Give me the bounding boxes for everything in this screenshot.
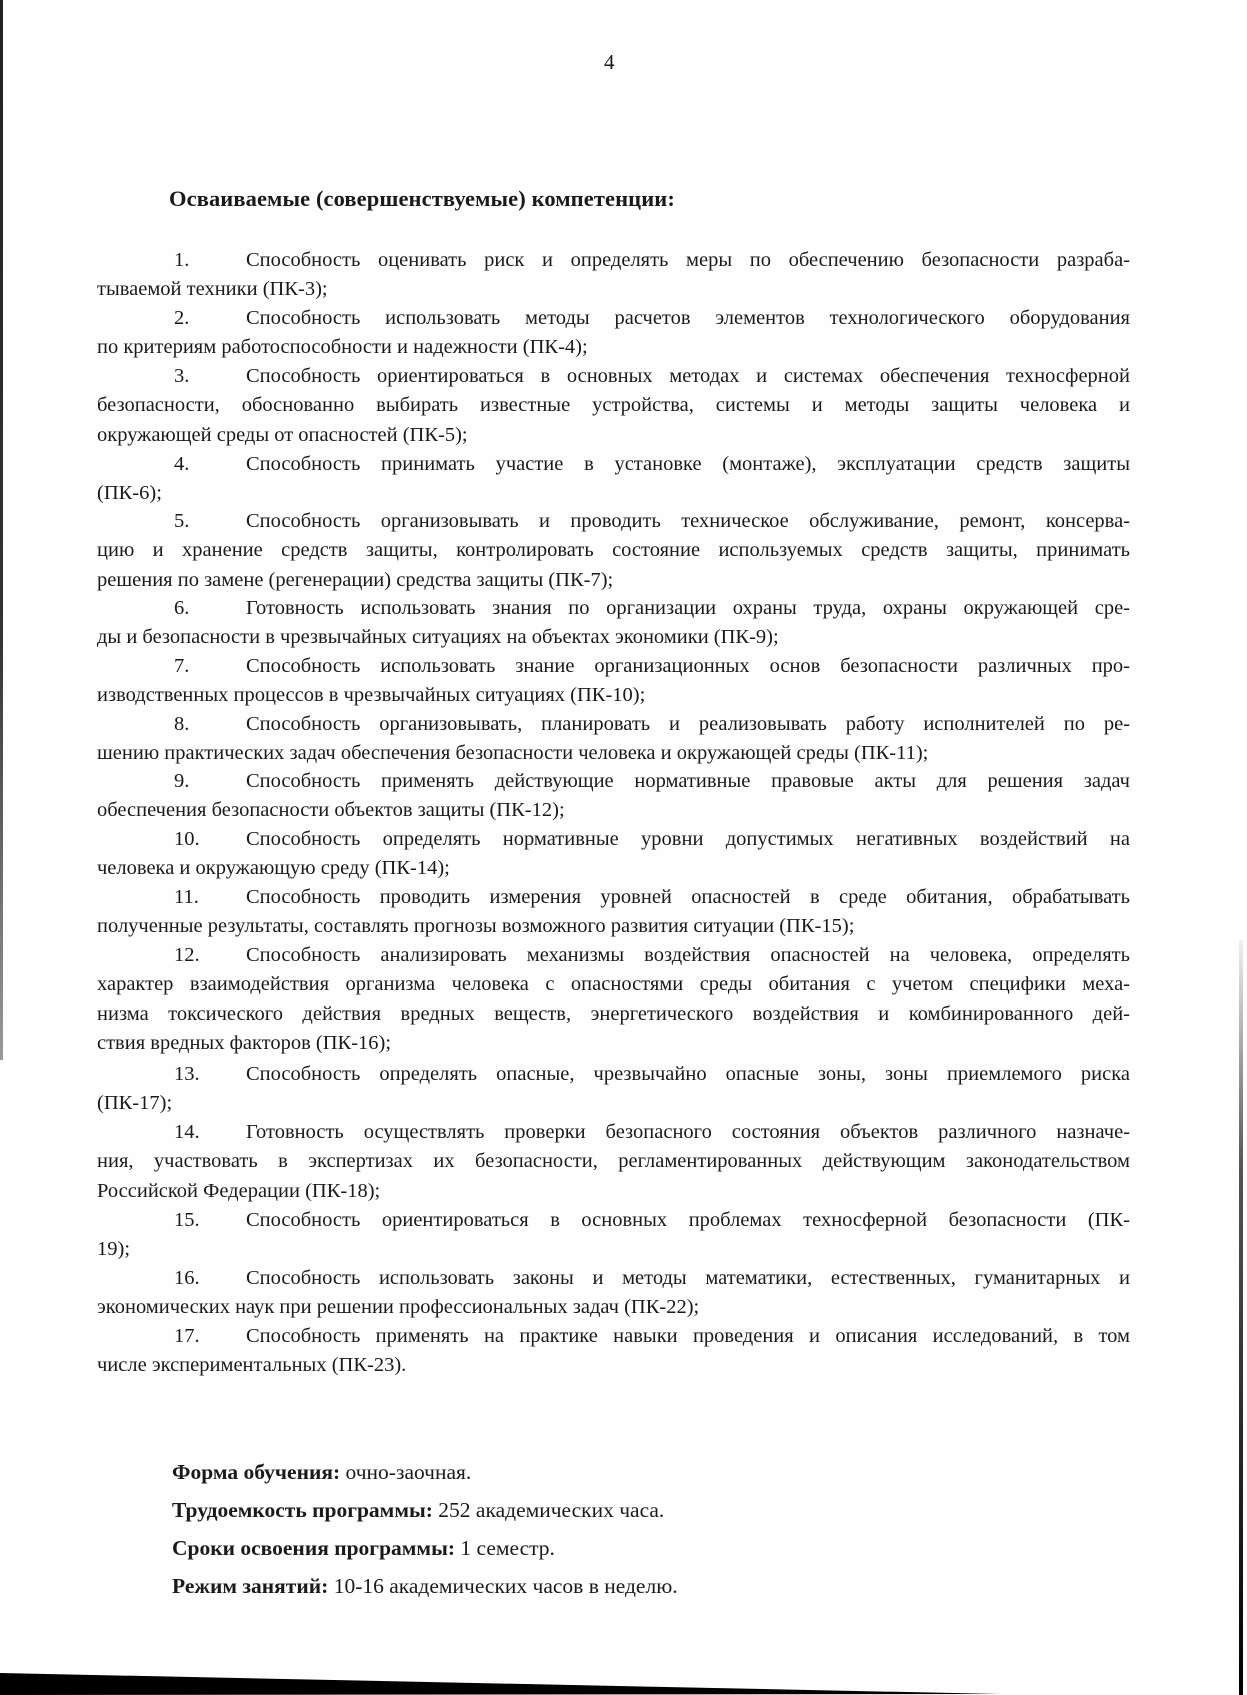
program-info-label: Сроки освоения программы — [172, 1536, 448, 1560]
competency-number: 7. — [174, 655, 190, 677]
competency-number: 8. — [174, 713, 190, 735]
program-info-row — [172, 1538, 555, 1560]
program-info-label: Режим занятий — [172, 1574, 322, 1598]
competency-text-line: Способность принимать участие в установке (монтаже), эксплуатации средств защиты — [246, 453, 1130, 475]
competency-text-line: Способность анализировать механизмы воздействия опасностей на человека, определять — [246, 944, 1130, 966]
competency-number: 16. — [174, 1267, 200, 1289]
competency-text-line: решения по замене (регенерации) средства защиты (ПК-7); — [97, 568, 614, 591]
competency-number: 13. — [174, 1063, 200, 1085]
competency-text-line: человека и окружающую среду (ПК-14); — [97, 857, 450, 880]
competency-text-line: Способность применять на практике навыки проведения и описания исследований, в том — [246, 1325, 1130, 1347]
program-info-value: 1 семестр. — [460, 1536, 555, 1560]
competency-number: 1. — [174, 249, 190, 271]
competency-text-line: Способность определять нормативные уровни допустимых негативных воздействий на — [246, 828, 1130, 850]
competency-text-line: Способность использовать законы и методы математики, естественных, гуманитарных и — [246, 1267, 1130, 1289]
competency-number: 5. — [174, 510, 190, 532]
competency-text-line: Способность оценивать риск и определять меры по обеспечению безопасности разраба- — [246, 249, 1130, 271]
competency-text-line: ния, участвовать в экспертизах их безопасности, регламентированных действующим законодательством — [97, 1150, 1130, 1173]
scan-right-edge-artifact — [1239, 940, 1243, 1695]
competency-text-line: 19); — [97, 1238, 131, 1261]
competency-number: 11. — [174, 886, 199, 908]
competency-text-line: Способность организовывать, планировать и реализовывать работу исполнителей по ре- — [246, 713, 1130, 735]
competency-text-line: Способность определять опасные, чрезвычайно опасные зоны, зоны приемлемого риска — [246, 1063, 1130, 1085]
competency-text-line: Способность организовывать и проводить техническое обслуживание, ремонт, консерва- — [246, 510, 1130, 532]
competency-text-line: характер взаимодействия организма человека с опасностями среды обитания с учетом специфики меха- — [97, 973, 1130, 996]
competency-text-line: Способность использовать методы расчетов элементов технологического оборудования — [246, 307, 1130, 329]
program-info-row — [172, 1576, 678, 1598]
competency-text-line: Готовность использовать знания по организации охраны труда, охраны окружающей сре- — [246, 597, 1130, 619]
competency-number: 4. — [174, 453, 190, 475]
competency-text-line: (ПК-17); — [97, 1092, 173, 1115]
program-info-colon: : — [332, 1460, 346, 1484]
program-info-colon: : — [447, 1536, 461, 1560]
competency-text-line: Способность использовать знание организационных основ безопасности различных про- — [246, 655, 1130, 677]
scan-bottom-band-artifact — [0, 1671, 1247, 1695]
competency-number: 14. — [174, 1121, 200, 1143]
competency-text-line: цию и хранение средств защиты, контролировать состояние используемых средств защиты, принимать — [97, 539, 1130, 562]
competency-text-line: Готовность осуществлять проверки безопасного состояния объектов различного назначе- — [246, 1121, 1130, 1143]
competency-text-line: полученные результаты, составлять прогнозы возможного развития ситуации (ПК-15); — [97, 915, 855, 938]
program-info-value: 252 академических часа. — [438, 1498, 665, 1522]
program-info-row — [172, 1462, 471, 1484]
competency-text-line: низма токсического действия вредных веществ, энергетического воздействия и комбинированного дей- — [97, 1002, 1130, 1025]
program-info-value: очно-заочная. — [345, 1460, 472, 1484]
competency-text-line: обеспечения безопасности объектов защиты (ПК-12); — [97, 799, 565, 822]
page-number: 4 — [604, 50, 615, 74]
competency-text-line: (ПК-6); — [97, 482, 162, 505]
competency-text-line: ды и безопасности в чрезвычайных ситуациях на объектах экономики (ПК-9); — [97, 626, 779, 649]
competency-text-line: Российской Федерации (ПК-18); — [97, 1179, 381, 1202]
competency-text-line: Способность ориентироваться в основных проблемах техносферной безопасности (ПК- — [246, 1209, 1130, 1231]
competency-text-line: шению практических задач обеспечения безопасности человека и окружающей среды (ПК-11); — [97, 742, 929, 765]
section-heading: Осваиваемые (совершенствуемые) компетенции: — [169, 186, 675, 211]
competency-text-line: изводственных процессов в чрезвычайных ситуациях (ПК-10); — [97, 684, 646, 707]
competency-text-line: Способность применять действующие нормативные правовые акты для решения задач — [246, 770, 1130, 792]
competency-text-line: числе экспериментальных (ПК-23). — [97, 1354, 407, 1377]
competency-text-line: безопасности, обоснованно выбирать известные устройства, системы и методы защиты человека и — [97, 394, 1130, 417]
competency-number: 9. — [174, 770, 190, 792]
competency-number: 6. — [174, 597, 190, 619]
competency-text-line: Способность ориентироваться в основных методах и системах обеспечения техносферной — [246, 365, 1130, 387]
competency-number: 17. — [174, 1325, 200, 1347]
competency-text-line: по критериям работоспособности и надежности (ПК-4); — [97, 336, 588, 359]
program-info-row — [172, 1500, 664, 1522]
program-info-colon: : — [425, 1498, 439, 1522]
program-info-label: Трудоемкость программы — [172, 1498, 426, 1522]
competency-number: 15. — [174, 1209, 200, 1231]
competency-number: 10. — [174, 828, 200, 850]
competency-text-line: тываемой техники (ПК-3); — [97, 278, 328, 301]
competency-text-line: окружающей среды от опасностей (ПК-5); — [97, 423, 468, 446]
competency-text-line: экономических наук при решении профессиональных задач (ПК-22); — [97, 1296, 700, 1319]
competency-number: 3. — [174, 365, 190, 387]
program-info-value: 10-16 академических часов в неделю. — [333, 1574, 678, 1598]
scan-left-edge-artifact — [0, 0, 3, 1060]
competency-number: 12. — [174, 944, 200, 966]
program-info-label: Форма обучения — [172, 1460, 333, 1484]
program-info-colon: : — [321, 1574, 334, 1598]
competency-text-line: Способность проводить измерения уровней опасностей в среде обитания, обрабатывать — [246, 886, 1130, 908]
competency-text-line: ствия вредных факторов (ПК-16); — [97, 1031, 392, 1054]
competency-number: 2. — [174, 307, 190, 329]
